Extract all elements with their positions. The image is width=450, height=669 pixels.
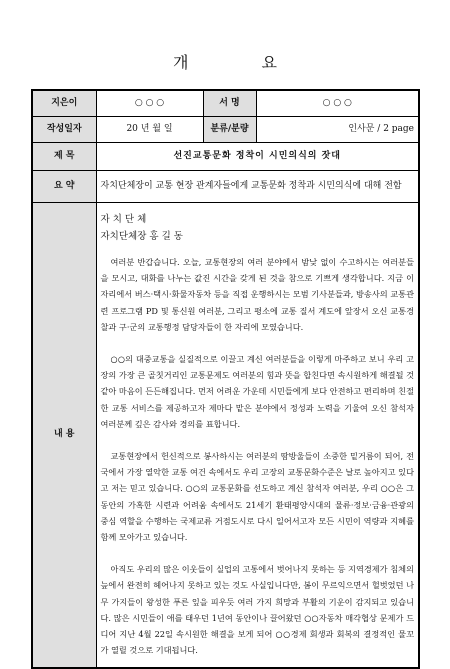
page-title: 개 요 xyxy=(173,53,311,72)
date-label: 작성일자 xyxy=(32,116,96,142)
sender-name: 자치단체장 홍 길 동 xyxy=(100,231,183,243)
summary-label: 요 약 xyxy=(32,170,96,202)
sender-organization: 자 치 단 체 xyxy=(100,214,147,226)
date-value: 20 년 월 일 xyxy=(96,116,203,142)
submitter-label: 지은이 xyxy=(32,90,96,116)
content-body xyxy=(96,202,419,668)
document-summary-table xyxy=(31,89,420,669)
signature-value: ○ ○ ○ xyxy=(256,90,419,116)
content-paragraph: 여러분 반갑습니다. 오늘, 교통현장의 여러 분야에서 밤낮 없이 수고하시는 여러분들을 모시고, 대화를 나누는 값진 시간을 갖게 된 것을 참으로 기쁘게 생각합니다. 지금 이 자리에서 버스·택시·화물자동차 등을 직접 운행하시는 모범 기사분들과, 방송사의 교통관련 프로그램 PD 및 통신원 여러분, 그리고 평소에 교통 질서 계도에 앞장서 오신 교통경찰과 구·군의 교통행정 담당자들이 한 자리에 모였습니다. xyxy=(100,257,414,332)
signature-label: 서 명 xyxy=(203,90,256,116)
summary-value: 자치단체장이 교통 현장 관계자들에게 교통문화 정착과 시민의식에 대해 전함 xyxy=(96,170,419,202)
subject-label: 제 목 xyxy=(32,142,96,170)
category-value: 인사문 / 2 page xyxy=(256,116,419,142)
subject-value: 선진교통문화 정착이 시민의식의 잣대 xyxy=(96,142,419,170)
content-paragraph: 교통현장에서 헌신적으로 봉사하시는 여러분의 땀방울들이 소중한 밑거름이 되어, 전국에서 가장 열악한 교통 여건 속에서도 우리 고장의 교통문화수준은 날로 높아지고 있다고 저는 믿고 있습니다. ○○의 교통문화를 선도하고 계신 참석자 여러분, 우리 ○○은 그 동안의 가혹한 시련과 어려움 속에서도 21세기 환태평양시대의 물류·정보·금융·관광의 중심 역할을 수행하는 국제교류 거점도시로 다시 일어서고자 모든 시민이 역량과 지혜를 함께 모아가고 있습니다. xyxy=(100,451,414,543)
category-label: 분류/분량 xyxy=(203,116,256,142)
content-paragraph: ○○의 대중교통을 실질적으로 이끌고 계신 여러분들을 이렇게 마주하고 보니 우리 고장의 가장 큰 골칫거리인 교통문제도 여러분의 힘과 뜻을 합친다면 속시원하게 해결될 것 같아 마음이 든든해집니다. 먼저 어려운 가운데 시민들에게 보다 안전하고 편리하며 친절한 교통 서비스를 제공하고자 제마다 맡은 분야에서 정성과 노력을 기울여 오신 참석자 여러분께 깊은 감사와 경의를 표합니다. xyxy=(100,354,414,429)
content-label: 내 용 xyxy=(32,202,96,668)
submitter-value: ○ ○ ○ xyxy=(96,90,203,116)
content-paragraph: 아직도 우리의 많은 이웃들이 실업의 고통에서 벗어나지 못하는 등 지역경제가 침체의 늪에서 완전히 헤어나지 못하고 있는 것도 사실입니다만, 봄이 무르익으면서 헐벗었던 나무 가지들이 왕성한 푸른 잎을 피우듯 여러 가지 희망과 부활의 기운이 감지되고 있습니다. 많은 시민들이 애를 태우던 1년여 동안이나 끌어왔던 ○○자동차 매각협상 문제가 드디어 지난 4월 22일 속시원한 해결을 보게 되어 ○○경제 회생과 회복의 결정적인 물꼬가 열릴 것으로 기대됩니다. xyxy=(100,564,414,656)
